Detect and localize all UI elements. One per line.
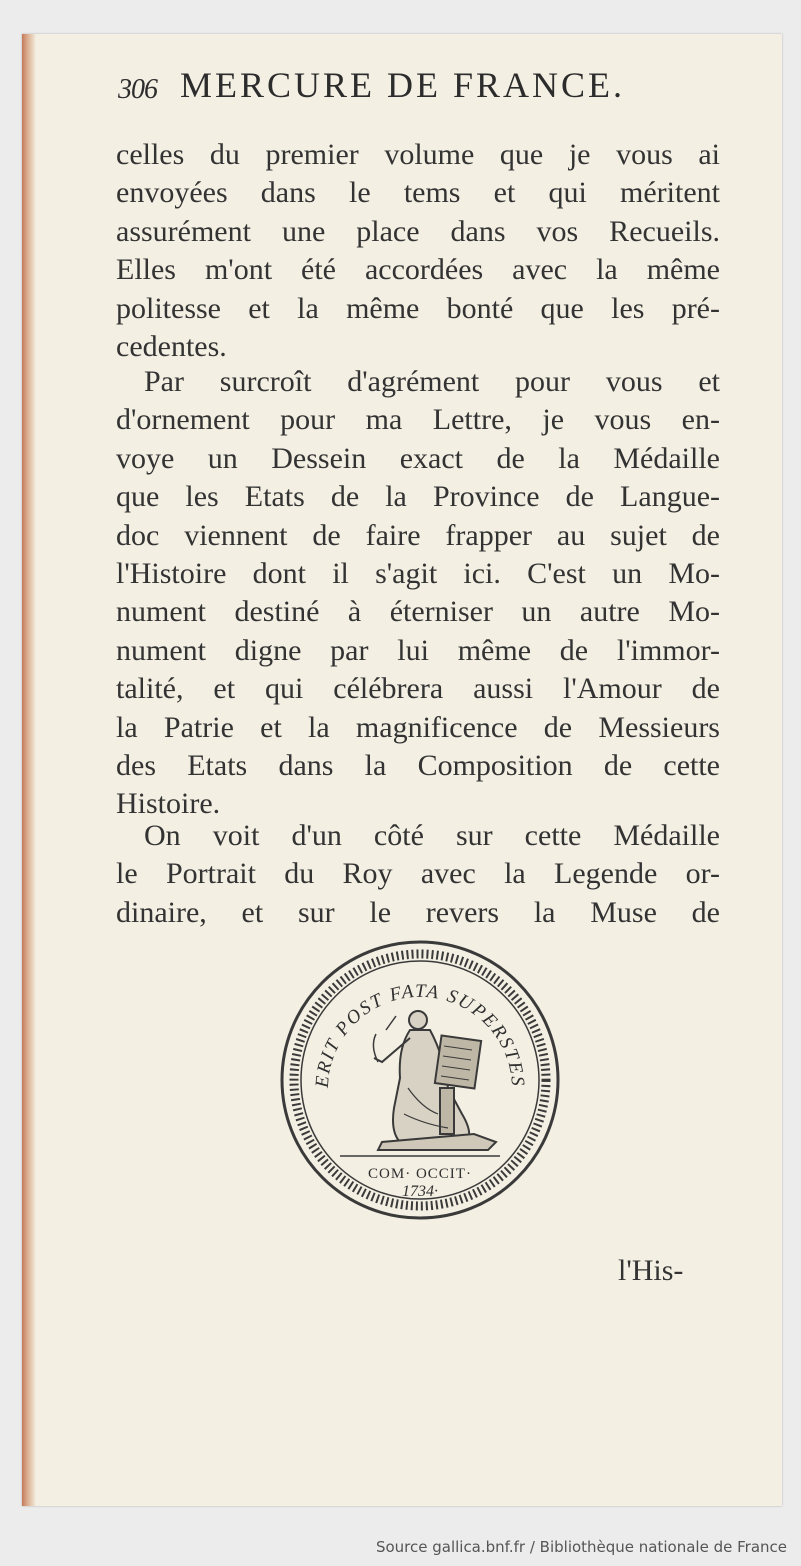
text-line: talité, et qui célébrera aussi l'Amour de: [116, 672, 720, 706]
text-line: assurément une place dans vos Recueils.: [116, 214, 720, 248]
page-number: 306: [118, 74, 157, 105]
text-line: nument digne par lui même de l'immor-: [116, 633, 720, 667]
text-line: cedentes.: [116, 329, 227, 363]
text-line: la Patrie et la magnificence de Messieurs: [116, 710, 720, 744]
page-header: [118, 64, 718, 114]
text-line: Histoire.: [116, 787, 221, 821]
page-binding-edge: [22, 34, 36, 1506]
medal-legend: ERIT POST FATA SUPERSTES: [311, 980, 529, 1089]
text-line: dinaire, et sur le revers la Muse de: [116, 895, 720, 929]
medal-exergue: COM· OCCIT·: [368, 1166, 472, 1182]
text-line: Par surcroît d'agrément pour vous et: [144, 365, 720, 398]
text-line: envoyées dans le tems et qui méritent: [116, 176, 720, 210]
text-line: des Etats dans la Composition de cette: [116, 748, 720, 782]
catchword: l'His-: [618, 1254, 684, 1287]
text-line: Elles m'ont été accordées avec la même: [116, 253, 720, 287]
text-line: le Portrait du Roy avec la Legende or-: [116, 857, 720, 891]
text-line: celles du premier volume que je vous ai: [116, 138, 720, 171]
text-line: nument destiné à éterniser un autre Mo-: [116, 595, 720, 629]
text-line: doc viennent de faire frapper au sujet de: [116, 518, 720, 552]
paragraph-3: [116, 817, 720, 932]
text-line: On voit d'un côté sur cette Médaille: [144, 819, 720, 852]
text-line: d'ornement pour ma Lettre, je vous en-: [116, 403, 720, 437]
medal-date: 1734·: [402, 1183, 438, 1200]
source-attribution: Source gallica.bnf.fr / Bibliothèque nationale de France: [375, 1538, 787, 1556]
running-title: MERCURE DE FRANCE.: [180, 65, 626, 105]
paragraph-1: [116, 136, 720, 366]
paragraph-2: [116, 363, 720, 824]
medal-illustration: [278, 938, 562, 1222]
text-line: que les Etats de la Province de Langue-: [116, 480, 720, 514]
text-line: politesse et la même bonté que les pré-: [116, 291, 720, 325]
text-line: l'Histoire dont il s'agit ici. C'est un Mo-: [116, 556, 720, 590]
text-line: voye un Dessein exact de la Médaille: [116, 441, 720, 475]
